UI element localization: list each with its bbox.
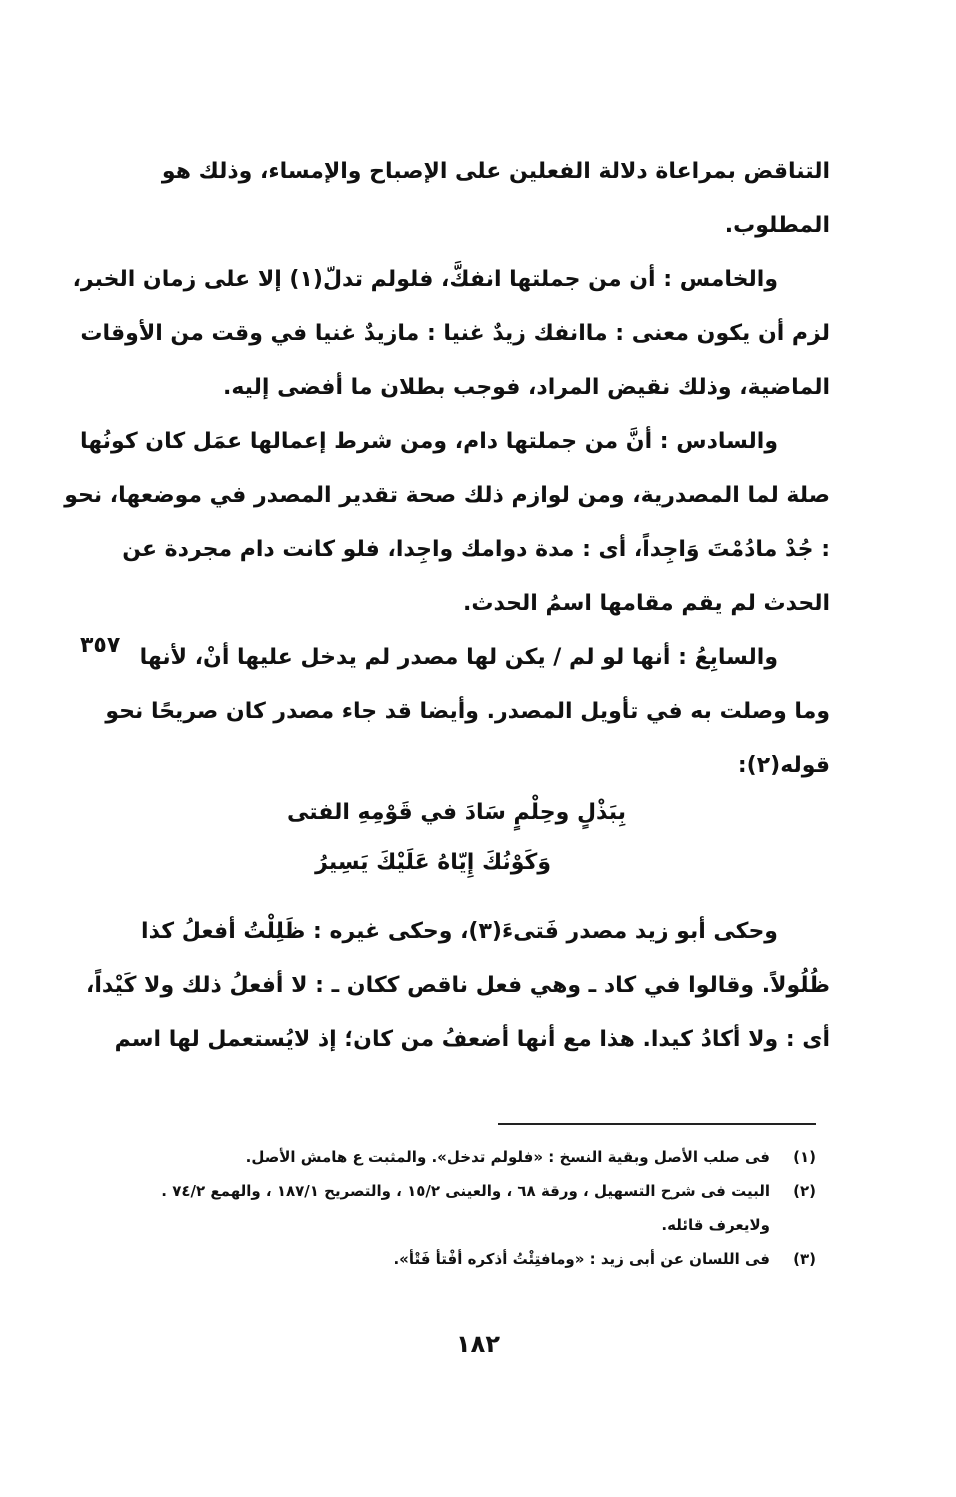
footnote-text: فى اللسان عن أبى زيد : «ومافتِئْتُ أذكره أفْتأ فَتْأ». bbox=[393, 1250, 770, 1268]
text-line: الحدث لم يقم مقامها اسمُ الحدث. bbox=[462, 591, 830, 616]
text-line: والخامس : أن من جملتها انفكَّ، فلولم تدلّ(١) إلا على زمان الخبر، bbox=[72, 267, 778, 292]
verse-hemistich-first: بِبَذْلٍ وحِلْمٍ سَادَ في قَوْمِهِ الفتى bbox=[287, 800, 626, 825]
text-line: المطلوب. bbox=[724, 213, 830, 238]
footnote-text: فى صلب الأصل وبقية النسخ : «فلولم تدخل». والمثبت ع هامش الأصل. bbox=[245, 1148, 770, 1166]
footnote-continuation: ولايعرف قائله. bbox=[661, 1216, 770, 1234]
text-line: وحكى أبو زيد مصدر فَتىءَ(٣)، وحكى غيره : ظَلِلْتُ أفعلُ كذا bbox=[141, 919, 778, 944]
page-number: ١٨٢ bbox=[456, 1330, 500, 1358]
text-line: أى : ولا أكادُ كيدا. هذا مع أنها أضعفُ من كان؛ إذ لايُستعمل لها اسم bbox=[114, 1027, 830, 1052]
text-line: والسابِعُ : أنها لو لم / يكن لها مصدر لم يدخل عليها أنْ، لأنها bbox=[139, 645, 778, 670]
text-line: صلة لما المصدرية، ومن لوازم ذلك صحة تقدير المصدر في موضعها، نحو bbox=[64, 483, 830, 508]
footnote-text: البيت فى شرح التسهيل ، ورقة ٦٨ ، والعينى ١٥/٢ ، والتصريح ١٨٧/١ ، والهمع ٧٤/٢ . bbox=[161, 1182, 770, 1200]
footnote-number: (٢) bbox=[793, 1182, 816, 1200]
footnote-separator bbox=[498, 1123, 816, 1125]
margin-page-reference: ٣٥٧ bbox=[80, 633, 121, 658]
footnotes bbox=[70, 1140, 816, 1276]
text-line: قوله(٢): bbox=[737, 753, 830, 778]
text-line: والسادس : أنَّ من جملتها دام، ومن شرط إعمالها عمَل كان كونُها bbox=[80, 429, 778, 454]
text-line: لزم أن يكون معنى : ماانفك زيدٌ غنيا : مازيدٌ غنيا في وقت من الأوقات bbox=[80, 321, 830, 346]
text-line: ظُلُولاً. وقالوا في كاد ـ وهي فعل ناقص ككان ـ : لا أفعلُ ذلك ولا كَيْداً، bbox=[86, 973, 830, 998]
footnote-number: (١) bbox=[793, 1148, 816, 1166]
text-line: وما وصلت به في تأويل المصدر. وأيضا قد جاء مصدر كان صريحًا نحو bbox=[105, 699, 830, 724]
main-text-block-2 bbox=[86, 905, 830, 1067]
verse-hemistich-second: وَكَوْنُكَ إِيّاهُ عَلَيْكَ يَسِيرُ bbox=[315, 850, 551, 875]
footnote-item bbox=[70, 1242, 816, 1276]
footnote-item bbox=[70, 1140, 816, 1174]
text-line: الماضية، وذلك نقيض المراد، فوجب بطلان ما أفضى إليه. bbox=[222, 375, 830, 400]
text-line: : جُدْ مادُمْتَ وَاجِداً، أى : مدة دوامك واجِدا، فلو كانت دام مجردة عن bbox=[122, 537, 830, 562]
footnote-item bbox=[70, 1174, 816, 1208]
footnote-number: (٣) bbox=[793, 1250, 816, 1268]
text-line: التناقض بمراعاة دلالة الفعلين على الإصباح والإمساء، وذلك هو bbox=[161, 159, 830, 184]
